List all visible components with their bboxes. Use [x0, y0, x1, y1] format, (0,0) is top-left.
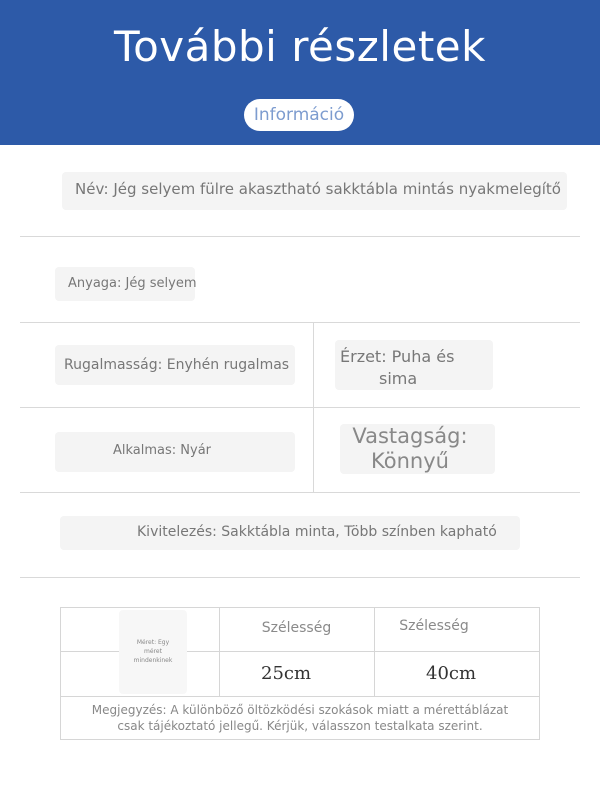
corner-line2: méret [144, 648, 162, 655]
product-name: Név: Jég selyem fülre akasztható sakktábla mintás nyakmelegítő [75, 180, 561, 198]
column-divider [313, 407, 314, 493]
design-text: Kivitelezés: Sakktábla minta, Több színben kapható [137, 524, 497, 540]
header-banner [0, 0, 600, 145]
feel-line2: sima [379, 369, 418, 388]
col2-header: Szélesség [399, 618, 469, 634]
divider [20, 407, 580, 408]
corner-line1: Méret: Egy [136, 639, 170, 646]
corner-line3: mindenkinek [133, 657, 173, 664]
feel-text [340, 346, 454, 390]
col1-value: 25cm [261, 663, 312, 684]
divider [20, 492, 580, 493]
info-badge: Információ [244, 99, 354, 131]
size-table [60, 607, 540, 740]
thickness-line2: Könnyű [371, 449, 449, 473]
size-note [61, 702, 539, 734]
page-title: További részletek [114, 22, 486, 71]
note-line2: csak tájékoztató jellegű. Kérjük, válasszon testalkata szerint. [117, 719, 483, 733]
col2-value: 40cm [426, 663, 477, 684]
table-row-line [61, 696, 539, 697]
elasticity-text: Rugalmasság: Enyhén rugalmas [64, 357, 290, 373]
suitable-text: Alkalmas: Nyár [113, 443, 212, 458]
divider [20, 322, 580, 323]
size-corner-label [119, 638, 187, 665]
divider [20, 236, 580, 237]
thickness-line1: Vastagság: [352, 424, 468, 448]
divider [20, 577, 580, 578]
col1-header: Szélesség [261, 620, 332, 636]
note-line1: Megjegyzés: A különböző öltözködési szokások miatt a mérettáblázat [91, 703, 509, 717]
thickness-text [340, 424, 480, 474]
feel-line1: Érzet: Puha és [340, 347, 455, 366]
material-text: Anyaga: Jég selyem [68, 276, 197, 291]
